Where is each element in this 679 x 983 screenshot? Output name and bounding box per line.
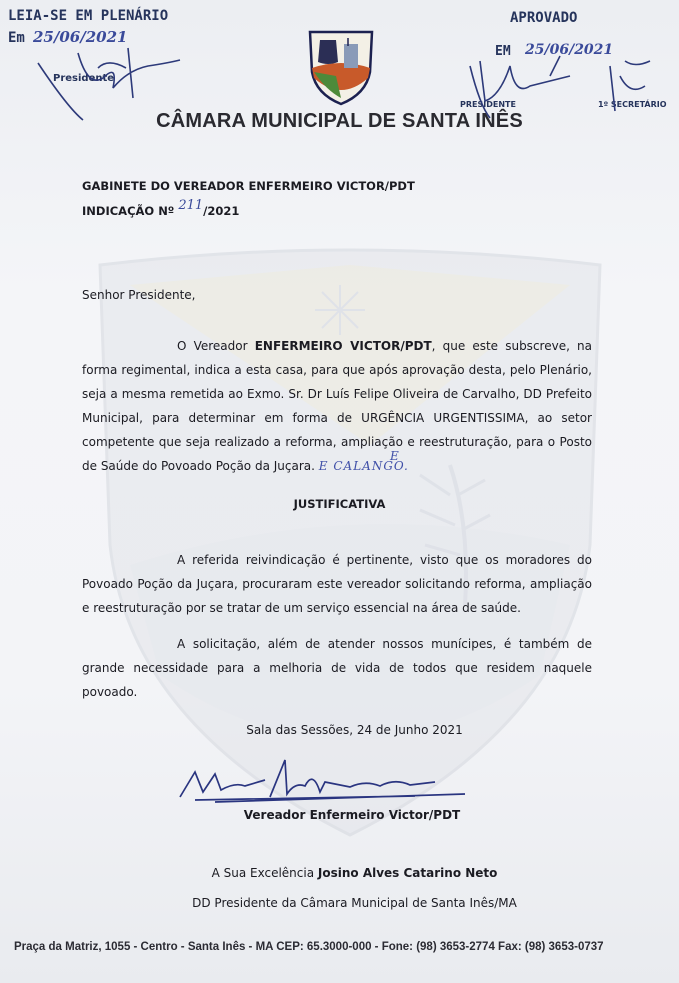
stamp-approved-em: EM [495,44,511,59]
council-title: CÂMARA MUNICIPAL DE SANTA INÊS [156,110,523,132]
footer-address: Praça da Matriz, 1055 - Centro - Santa Inês - MA CEP: 65.3000-000 - Fone: (98) 3653-2774 Fax: (98) 3653-0737 [14,941,604,953]
indication-prefix: INDICAÇÃO Nº [82,204,179,218]
councilman-signature [175,752,475,812]
stamp-approved-date: 25/06/2021 [525,42,614,58]
indication-number-line [82,198,240,219]
paragraph-1-rest: , que este subscreve, na forma regimental, indica a esta casa, para que após aprovação desta, pelo Plenário, seja a mesma remetida ao Exmo. Sr. Dr Luís Felipe Oliveira de Carvalho, DD Prefeito Municipal, para determinar em forma de URGÊNCIA URGENTISSIMA, ao setor competente que seja realizado a reforma, ampliação e reestruturação, para o Posto de Saúde do Povoado Poção da Juçara. [82,339,592,473]
paragraph-justification-2 [82,632,592,704]
handwritten-e: E [390,449,400,463]
stamp-read-role: Presidente [53,73,115,84]
paragraph-1-lead: O Vereador [177,339,255,353]
municipal-crest-icon [306,28,376,106]
session-date: Sala das Sessões, 24 de Junho 2021 [246,723,463,737]
stamp-approved-signatures [460,6,675,126]
paragraph-justification-1 [82,548,592,620]
paragraph-3-text: A solicitação, além de atender nossos munícipes, é também de grande necessidade para a melhoria de vida de todos que residem naquele povoado. [82,637,592,699]
salutation: Senhor Presidente, [82,288,196,302]
stamp-approved-president: PRESIDENTE [460,100,516,109]
stamp-read-title: LEIA-SE EM PLENÁRIO [8,8,169,24]
stamp-approved-title: APROVADO [510,10,578,26]
addressee-line [0,866,679,880]
office-line: GABINETE DO VEREADOR ENFERMEIRO VICTOR/PDT [82,179,415,193]
stamp-read-signature [8,8,183,123]
stamp-read-em: Em [8,30,25,46]
handwritten-addition: E CALANGO. [318,459,409,473]
addressee-prefix: A Sua Excelência [211,866,318,880]
stamp-read-date: 25/06/2021 [33,28,128,46]
paragraph-indication [82,334,592,478]
stamp-approved-secretary: 1º SECRETÁRIO [598,100,667,109]
approval-stamp [460,6,675,126]
signer-name: Vereador Enfermeiro Victor/PDT [243,808,461,822]
reading-stamp [8,8,178,118]
addressee-name: Josino Alves Catarino Neto [317,866,498,880]
paragraph-1-bold-name: ENFERMEIRO VICTOR/PDT [254,339,432,353]
addressee-title: DD Presidente da Câmara Municipal de Santa Inês/MA [192,896,517,910]
indication-number: 211 [178,198,204,213]
indication-year: /2021 [203,204,240,218]
paragraph-2-text: A referida reivindicação é pertinente, visto que os moradores do Povoado Poção da Juçara, procuraram este vereador solicitando reforma, ampliação e reestruturação por se tratar de um serviço essencial na área de saúde. [82,553,592,615]
justification-title: JUSTIFICATIVA [293,497,386,511]
